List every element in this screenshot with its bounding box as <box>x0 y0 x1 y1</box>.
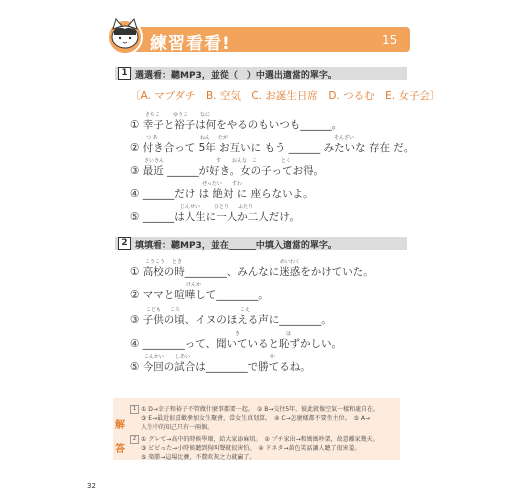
answer-label-top: 解 <box>115 420 125 431</box>
answer-text: ③ ビビった→小時候聽到狗叫聲就很害怕。 ④ ドネタ→黃色笑話讓人聽了很害羞。 <box>141 445 361 452</box>
furigana: こ <box>252 158 258 164</box>
section-1-number: 1 <box>118 67 131 80</box>
question-2-5: ⑤ 今回の試合は________で勝てるね。 <box>130 361 311 373</box>
question-2-3: ③ 子供の頃、イヌのほえる声に________。 <box>130 314 332 326</box>
furigana: たが <box>218 135 229 141</box>
furigana: こども <box>146 307 162 313</box>
answer-text: ③ E→最近很喜歡參加女生聚會，當女生真划算。 ④ C→怎麼樣都不要坐主位。 ⑤ A→ <box>141 415 371 422</box>
section-2-title: 填填看：聽MP3，並在______中填入適當的單字。 <box>135 241 337 251</box>
furigana: こえ <box>240 307 251 313</box>
choice-list: 〔A. マブダチ B. 空気 C. お誕生日席 D. つるむ E. 女子会〕 <box>130 90 441 102</box>
furigana: ゆうこ <box>173 112 189 118</box>
furigana: さいきん <box>144 158 165 164</box>
furigana: ころ <box>170 307 181 313</box>
question-1-3: ③ 最近 ______が好き。女の子ってお得。 <box>130 165 325 177</box>
answer-text: ① D→幸子和裕子不管做什麼事都要一起。 ② B→交往5年，彼此就像空氣一樣和處自在。 <box>141 406 380 413</box>
question-1-4: ④ ______だけ は 絶対 に 座らないよ。 <box>130 188 314 200</box>
furigana: は <box>286 331 292 337</box>
furigana: さちこ <box>145 112 161 118</box>
furigana: ふたり <box>238 204 254 210</box>
cat-mascot-icon <box>105 15 145 55</box>
question-2-1: ① 高校の時________、みんなに迷惑をかけていた。 <box>130 266 374 278</box>
furigana: しあい <box>175 354 191 360</box>
furigana: こうこう <box>145 259 166 265</box>
question-1-2: ② 付き合って 5年 お互いに もう ______ みたいな 存在 だ。 <box>130 142 415 154</box>
furigana: とき <box>172 259 183 265</box>
section-1-title: 選選看：聽MP3，並從（ ）中選出適當的單字。 <box>135 71 337 81</box>
furigana: そんざい <box>334 135 355 141</box>
answer-text: ① グレて→高中的時候學壞，給大家添麻煩。 ② プチ家出→和媽媽吵架，故意離家幾天。 <box>141 436 379 443</box>
furigana: すわ <box>232 181 243 187</box>
answer-label-bottom: 答 <box>115 444 125 455</box>
question-2-2: ② ママと喧嘩して________。 <box>130 289 269 301</box>
furigana: こんかい <box>144 354 165 360</box>
section-2-number: 2 <box>118 237 131 250</box>
furigana: ひとり <box>214 204 230 210</box>
question-1-5: ⑤ ______は人生に一人か二人だけ。 <box>130 211 300 223</box>
answer-text: ⑤ 楽勝→這場比賽，不費吹灰之力就贏了。 <box>141 454 256 461</box>
furigana: か <box>270 354 276 360</box>
page-number: 32 <box>87 482 96 490</box>
answer-block-2-number: 2 <box>130 435 139 444</box>
answer-block-1-number: 1 <box>130 405 139 414</box>
furigana: ぜったい <box>202 181 222 187</box>
question-1-1: ① 幸子と裕子は何をやるのもいつも______。 <box>130 119 343 131</box>
page-title: 練習看看! <box>150 34 231 54</box>
furigana: す <box>216 158 222 164</box>
furigana: つ あ <box>146 135 158 141</box>
furigana: じんせい <box>180 204 201 210</box>
furigana: ねん <box>200 135 211 141</box>
page-badge: 15 <box>382 33 398 47</box>
furigana: とく <box>281 158 292 164</box>
furigana: なに <box>200 112 211 118</box>
furigana: き <box>235 331 241 337</box>
question-2-4: ④ ________って、聞いていると恥ずかしい。 <box>130 338 343 350</box>
furigana: けんか <box>186 282 202 288</box>
furigana: おんな <box>232 158 248 164</box>
furigana: めいわく <box>280 259 301 265</box>
answer-text: 人生中的知己只有一兩個。 <box>141 424 214 431</box>
